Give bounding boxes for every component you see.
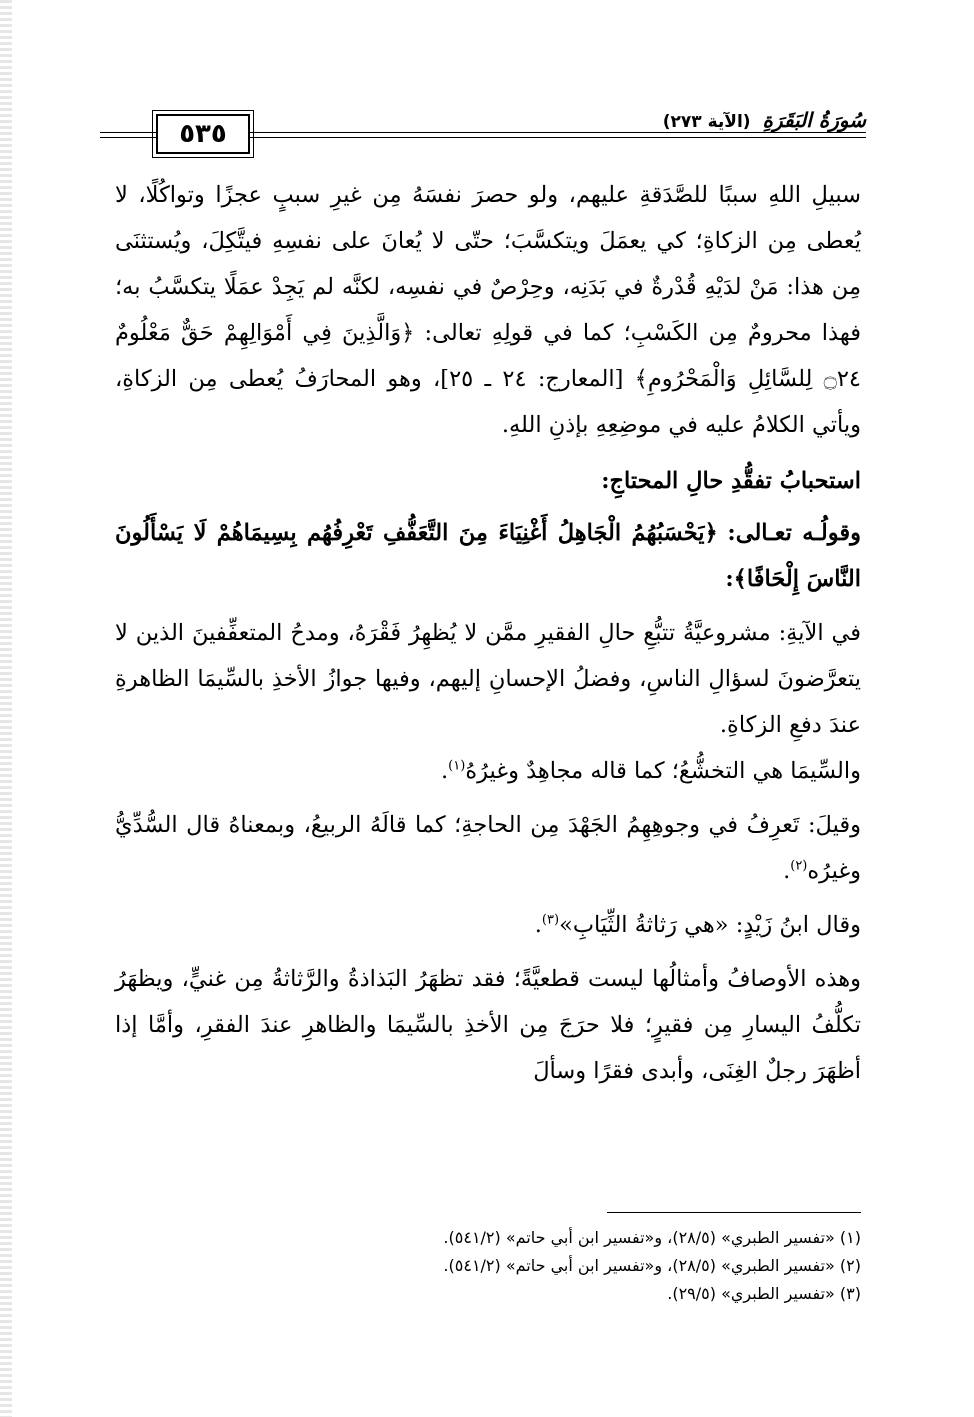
- paragraph: في الآيةِ: مشروعيَّةُ تتبُّعِ حالِ الفقيرِ ممَّن لا يُظهِرُ فَقْرَهُ، ومدحُ المتعفِّفينَ الذين لا يتعرَّضونَ لسؤالِ الناسِ، وفضلُ الإحسانِ إليهم، وفيها جوازُ الأخذِ بالسِّيمَا الظاهرةِ عندَ دفعِ الزكاةِ.: [115, 620, 861, 738]
- footnote: (١) «تفسير الطبري» (٢٨/٥)، و«تفسير ابن أبي حاتم» (٥٤١/٢).: [443, 1228, 861, 1247]
- paragraph-text: وقيلَ: تَعرِفُ في وجوهِهِمُ الجَهْدَ مِن الحاجةِ؛ كما قالَهُ الربيعُ، وبمعناهُ قال السُّدِّيُّ وغيرُه: [115, 812, 861, 884]
- footnotes: [240, 1224, 861, 1308]
- paragraph: وقيلَ: تَعرِفُ في وجوهِهِمُ الجَهْدَ مِن الحاجةِ؛ كما قالَهُ الربيعُ، وبمعناهُ قال السُّدِّيُّ وغيرُه$^{(٢)}$.: [115, 812, 861, 884]
- verse-intro: وقولُـه تعـالى:: [727, 520, 861, 546]
- main-text: [115, 172, 861, 1094]
- footnote: (٢) «تفسير الطبري» (٢٨/٥)، و«تفسير ابن أبي حاتم» (٥٤١/٢).: [443, 1256, 861, 1275]
- paragraph-text: والسِّيمَا هي التخشُّعُ؛ كما قاله مجاهِدٌ وغيرُهُ: [465, 758, 861, 784]
- verse-paragraph: [115, 510, 861, 602]
- footnote: (٣) «تفسير الطبري» (٢٩/٥).: [667, 1284, 861, 1303]
- section-heading: استحبابُ تفقُّدِ حالِ المحتاجِ:: [601, 468, 861, 494]
- paragraph-text: وقال ابنُ زَيْدٍ: «هي رَثاثةُ الثِّيَابِ»: [559, 912, 861, 938]
- page-edge-shadow: [0, 0, 12, 1417]
- quran-verse: ﴿يَحْسَبُهُمُ الْجَاهِلُ أَغْنِيَاءَ مِنَ التَّعَفُّفِ تَعْرِفُهُم بِسِيمَاهُمْ لَا يَسْأَلُونَ النَّاسَ إِلْحَافًا﴾:: [115, 520, 861, 592]
- ayah-reference: (الآية ٢٧٣): [662, 112, 751, 132]
- footnote-ref: (٣): [541, 912, 560, 928]
- paragraph: وهذه الأوصافُ وأمثالُها ليست قطعيَّةً؛ فقد تظهَرُ البَذاذةُ والرَّثاثةُ مِن غنيٍّ، ويظهَرُ تكلُّفُ اليسارِ مِن فقيرٍ؛ فلا حرَجَ مِن الأخذِ بالسِّيمَا والظاهرِ عندَ الفقرِ، وأمَّا إذا أظهَرَ رجلٌ الغِنَى، وأبدى فقرًا وسألَ: [115, 966, 861, 1084]
- paragraph: وقال ابنُ زَيْدٍ: «هي رَثاثةُ الثِّيَابِ»$^{(٣)}$.: [534, 912, 861, 938]
- footnote-ref: (١): [448, 758, 466, 774]
- paragraph: سبيلِ اللهِ سببًا للصَّدَقةِ عليهم، ولو حصرَ نفسَهُ مِن غيرِ سببٍ عجزًا وتواكُلًا، لا يُعطى مِن الزكاةِ؛ كي يعمَلَ ويتكسَّبَ؛ حتّى لا يُعانَ على نفسِهِ فيتَّكِلَ، ويُستثنَى مِن هذا: مَنْ لدَيْهِ قُدْرةٌ في بَدَنِه، وحِرْصٌ في نفسِه، لكنَّه لم يَجِدْ عمَلًا يتكسَّبُ به؛ فهذا محرومٌ مِن الكَسْبِ؛ كما في قولِهِ تعالى: ﴿وَالَّذِينَ فِي أَمْوَالِهِمْ حَقٌّ مَعْلُومٌ ۝٢٤ لِلسَّائِلِ وَالْمَحْرُومِ﴾ [المعارج: ٢٤ ـ ٢٥]، وهو المحارَفُ يُعطى مِن الزكاةِ، ويأتي الكلامُ عليه في موضِعِهِ بإذنِ اللهِ.: [115, 182, 862, 438]
- paragraph: والسِّيمَا هي التخشُّعُ؛ كما قاله مجاهِدٌ وغيرُهُ$^{(١)}$.: [441, 758, 861, 784]
- footnote-ref: (٢): [790, 858, 808, 874]
- page-number: ٥٣٥: [156, 114, 250, 154]
- surah-title: سُورَةُ البَقَرَةِ: [762, 108, 866, 132]
- page-header: [100, 106, 866, 156]
- footnote-separator: [607, 1212, 861, 1213]
- running-title: [653, 108, 866, 132]
